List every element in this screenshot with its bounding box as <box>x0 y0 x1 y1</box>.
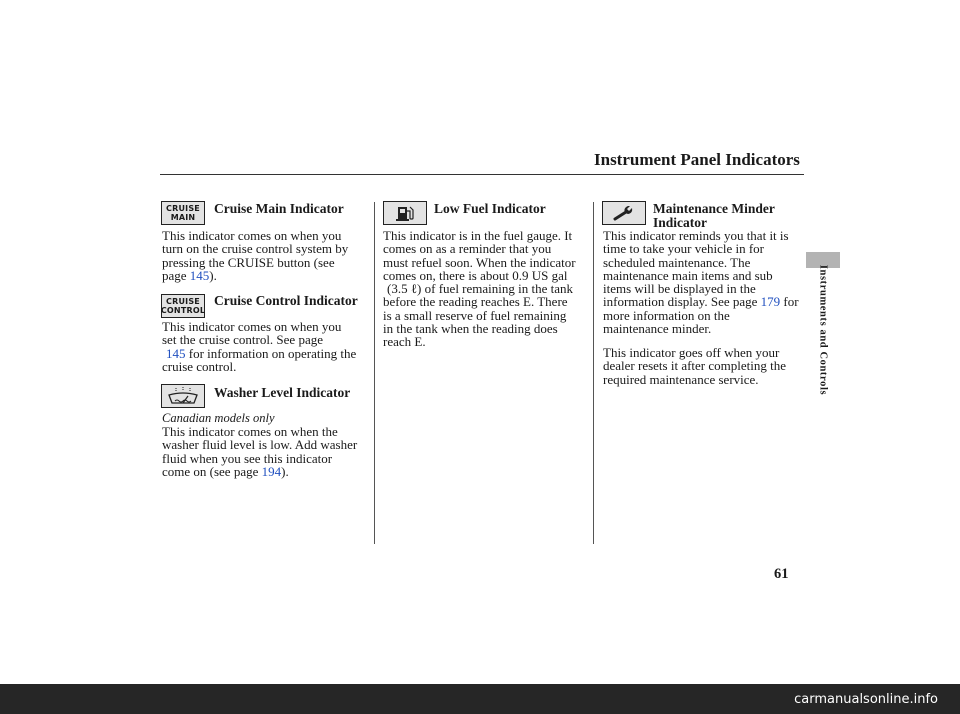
text-line: must refuel soon. When the indicator <box>383 254 576 270</box>
text-line: information display. See page 179 for <box>603 294 799 310</box>
page-link-194[interactable]: 194 <box>261 463 282 479</box>
wrench-icon <box>602 201 646 225</box>
text-line: pressing the CRUISE button (see <box>162 254 335 270</box>
cruise-control-icon <box>161 294 205 318</box>
cruise-main-heading: Cruise Main Indicator <box>214 201 344 216</box>
text-line: in the tank when the reading does <box>383 321 558 337</box>
maintenance-heading <box>653 202 775 230</box>
page-link-145[interactable]: 145 <box>166 345 186 361</box>
washer-level-icon <box>161 384 205 408</box>
text-line: This indicator is in the fuel gauge. It <box>383 228 573 243</box>
low-fuel-text <box>383 229 591 349</box>
text-line: maintenance main items and sub <box>603 267 773 283</box>
text-line: items will be displayed in the <box>603 281 756 297</box>
text-line: more information on the <box>603 307 730 323</box>
text-line: before the reading reaches E. There <box>383 294 568 310</box>
text-line: maintenance minder. <box>603 321 712 337</box>
text-line: This indicator comes on when you <box>162 228 342 243</box>
column-divider-1 <box>374 202 375 544</box>
text-line: time to take your vehicle in for <box>603 241 765 257</box>
title-divider <box>160 174 804 175</box>
text-line: page 145). <box>162 267 217 283</box>
text-line: is a small reserve of fuel remaining <box>383 307 567 323</box>
maintenance-heading-line1: Maintenance Minder <box>653 201 775 216</box>
page-link-179[interactable]: 179 <box>760 294 781 310</box>
cruise-control-text <box>162 320 372 373</box>
text-line: comes on, there is about 0.9 US gal <box>383 267 568 283</box>
text-line: cruise control. <box>162 358 237 374</box>
text-line: (3.5 ℓ) of fuel remaining in the tank <box>387 281 574 297</box>
page-title: Instrument Panel Indicators <box>594 150 800 169</box>
text-line: This indicator comes on when the <box>162 424 338 439</box>
cruise-control-heading: Cruise Control Indicator <box>214 293 358 308</box>
text-line: This indicator goes off when your <box>603 345 780 360</box>
page-link-145[interactable]: 145 <box>189 267 210 283</box>
column-divider-2 <box>593 202 594 544</box>
cruise-control-icon-line1: CRUISE <box>166 297 200 306</box>
page-number: 61 <box>774 566 789 582</box>
text-line: turn on the cruise control system by <box>162 241 349 257</box>
text-line: reach E. <box>383 334 426 350</box>
text-line: scheduled maintenance. The <box>603 254 751 270</box>
washer-level-text <box>162 425 372 478</box>
cruise-control-icon-line2: CONTROL <box>160 306 206 315</box>
maintenance-text-2 <box>603 346 803 386</box>
maintenance-heading-line2: Indicator <box>653 215 707 230</box>
text-line: dealer resets it after completing the <box>603 358 787 374</box>
text-line: set the cruise control. See page <box>162 332 323 348</box>
maintenance-text <box>603 229 803 335</box>
cruise-main-text <box>162 229 372 282</box>
cruise-main-icon-line2: MAIN <box>170 213 196 222</box>
text-line: This indicator reminds you that it is <box>603 228 789 243</box>
text-line: 145 for information on operating the <box>166 345 357 361</box>
text-line: required maintenance service. <box>603 371 759 387</box>
watermark-bar <box>0 684 960 714</box>
text-line: come on (see page 194). <box>162 463 289 479</box>
washer-canadian-note: Canadian models only <box>162 411 275 425</box>
cruise-main-icon <box>161 201 205 225</box>
low-fuel-icon <box>383 201 427 225</box>
low-fuel-heading: Low Fuel Indicator <box>434 201 546 216</box>
watermark-text: carmanualsonline.info <box>794 691 938 707</box>
washer-level-heading: Washer Level Indicator <box>214 385 351 400</box>
section-tab-label: Instruments and Controls <box>817 264 829 396</box>
text-line: fluid when you see this indicator <box>162 450 333 466</box>
text-line: This indicator comes on when you <box>162 319 342 334</box>
text-line: washer fluid level is low. Add washer <box>162 437 358 453</box>
text-line: comes on as a reminder that you <box>383 241 552 257</box>
cruise-main-icon-line1: CRUISE <box>166 204 200 213</box>
